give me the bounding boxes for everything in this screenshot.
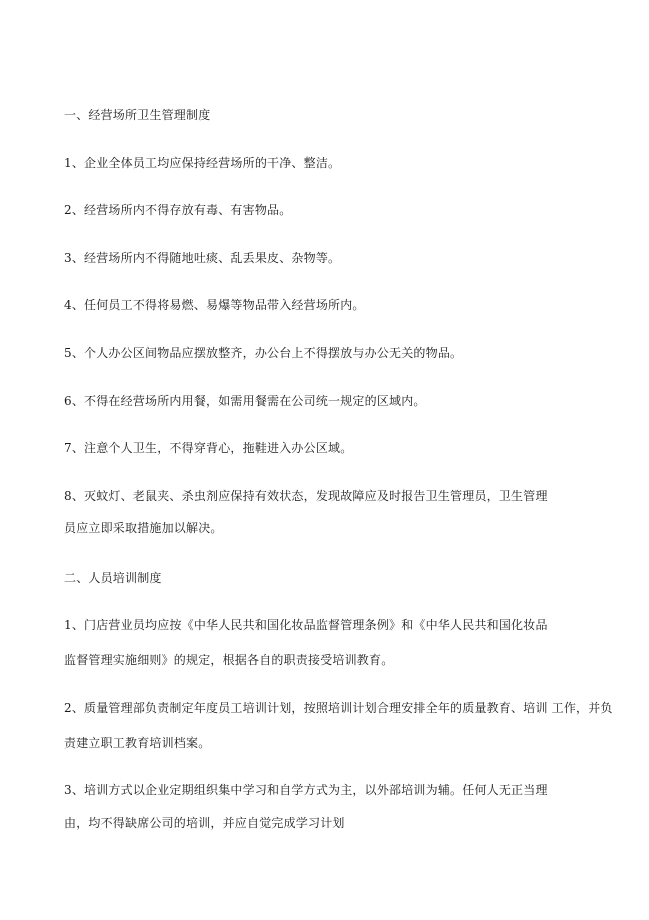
training-item-3-line2: 由，均不得缺席公司的培训，并应自觉完成学习计划 [64, 816, 345, 830]
hygiene-item-1: 1、企业全体员工均应保持经营场所的干净、整洁。 [64, 156, 341, 170]
hygiene-item-8-line1: 8、灭蚊灯、老鼠夹、杀虫剂应保持有效状态，发现故障应及时报告卫生管理员，卫生管理 [64, 489, 548, 503]
training-item-2-line1: 2、质量管理部负责制定年度员工培训计划，按照培训计划合理安排全年的质量教育、培训 工作，并负 [64, 701, 613, 715]
hygiene-item-3: 3、经营场所内不得随地吐痰、乱丢果皮、杂物等。 [64, 251, 341, 265]
hygiene-item-2: 2、经营场所内不得存放有毒、有害物品。 [64, 203, 292, 217]
section-heading-training: 二、人员培训制度 [64, 571, 162, 585]
hygiene-item-7: 7、注意个人卫生，不得穿背心，拖鞋进入办公区域。 [64, 441, 353, 455]
hygiene-item-8-line2: 员应立即采取措施加以解决。 [64, 521, 223, 535]
training-item-1-line2: 监督管理实施细则》的规定，根据各自的职责接受培训教育。 [64, 653, 394, 667]
hygiene-item-4: 4、任何员工不得将易燃、易爆等物品带入经营场所内。 [64, 298, 365, 312]
hygiene-item-6: 6、不得在经营场所内用餐，如需用餐需在公司统一规定的区域内。 [64, 394, 426, 408]
training-item-2-line2: 责建立职工教育培训档案。 [64, 736, 211, 750]
hygiene-item-5: 5、个人办公区间物品应摆放整齐，办公台上不得摆放与办公无关的物品。 [64, 346, 463, 360]
training-item-1-line1: 1、门店营业员均应按《中华人民共和国化妆品监督管理条例》和《中华人民共和国化妆品 [64, 618, 548, 632]
training-item-3-line1: 3、培训方式以企业定期组织集中学习和自学方式为主，以外部培训为辅。任何人无正当理 [64, 783, 548, 797]
section-heading-hygiene: 一、经营场所卫生管理制度 [64, 108, 211, 122]
